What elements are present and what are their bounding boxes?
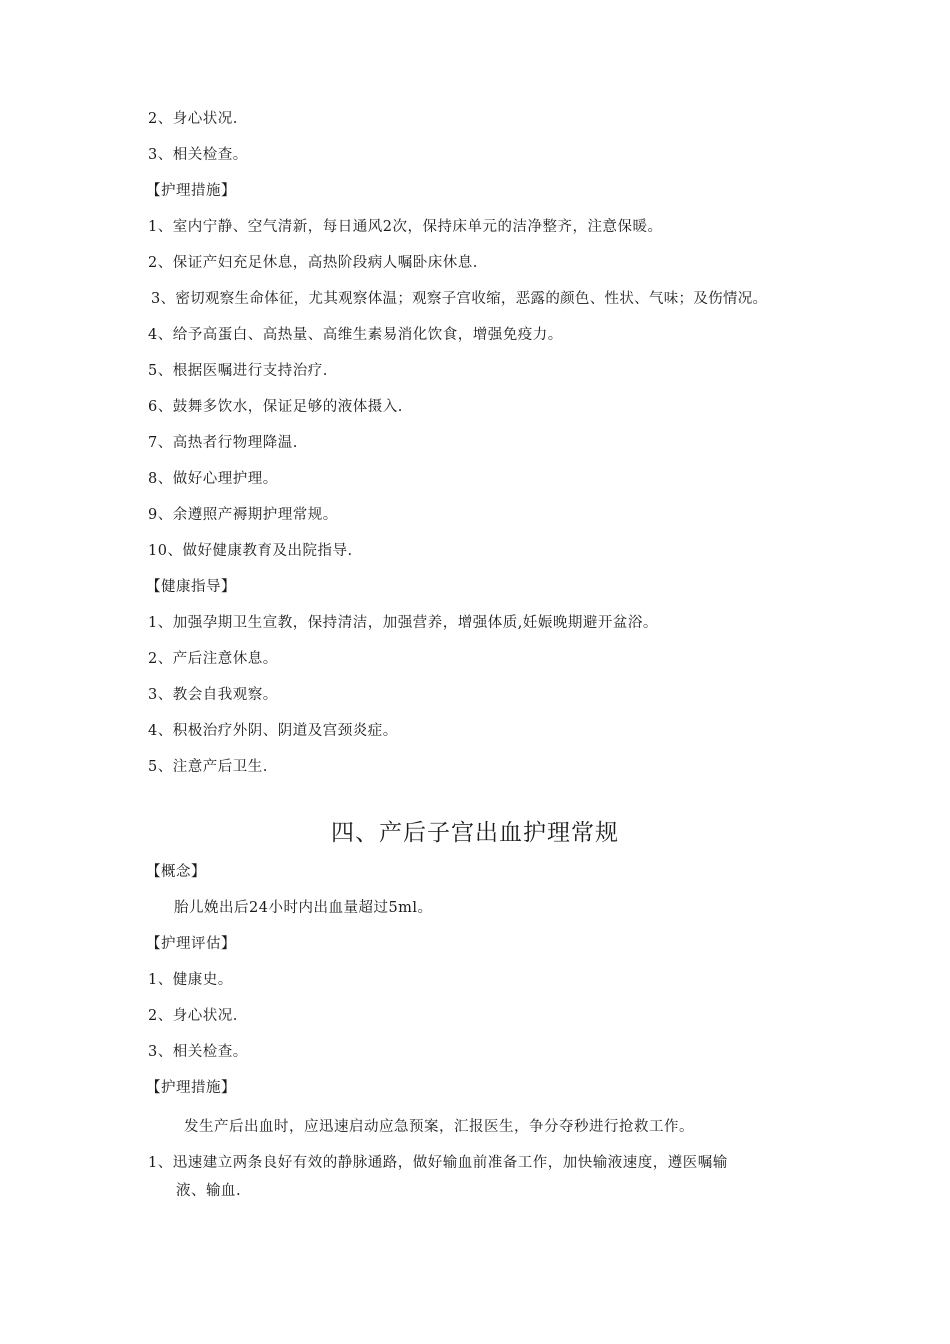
measure-item: 6、鼓舞多饮水，保证足够的液体摄入. — [148, 399, 403, 415]
section-heading-nursing-assessment: 【护理评估】 — [146, 936, 236, 952]
section-title: 四、产后子宫出血护理常规 — [331, 820, 619, 846]
section-heading-health-guidance: 【健康指导】 — [146, 579, 236, 595]
measures-intro: 发生产后出血时，应迅速启动应急预案，汇报医生，争分夺秒进行抢救工作。 — [184, 1119, 694, 1135]
measure-item: 9、余遵照产褥期护理常规。 — [148, 507, 338, 523]
section-heading-nursing-measures: 【护理措施】 — [146, 183, 236, 199]
measure-item: 4、给予高蛋白、高热量、高维生素易消化饮食，增强免疫力。 — [148, 327, 563, 343]
measure-item: 2、保证产妇充足休息，高热阶段病人嘱卧床休息. — [148, 255, 478, 271]
guidance-item: 4、积极治疗外阴、阴道及宫颈炎症。 — [148, 723, 398, 739]
assessment-item: 2、身心状况. — [148, 1008, 238, 1024]
guidance-item: 5、注意产后卫生. — [148, 759, 268, 775]
assessment-item: 1、健康史。 — [148, 972, 233, 988]
assessment-item: 3、相关检查。 — [148, 147, 248, 163]
measure-item: 10、做好健康教育及出院指导. — [148, 543, 353, 559]
guidance-item: 2、产后注意休息。 — [148, 651, 278, 667]
measure-item: 5、根据医嘱进行支持治疗. — [148, 363, 328, 379]
guidance-item: 3、教会自我观察。 — [148, 687, 278, 703]
measure-item: 7、高热者行物理降温. — [148, 435, 298, 451]
measure-item: 1、室内宁静、空气清新，每日通风2次，保持床单元的洁净整齐，注意保暖。 — [148, 219, 663, 235]
concept-text: 胎儿娩出后24小时内出血量超过5ml。 — [174, 900, 433, 916]
section-heading-concept: 【概念】 — [146, 864, 206, 880]
section-heading-nursing-measures: 【护理措施】 — [146, 1080, 236, 1096]
measure-item: 3、密切观察生命体征，尤其观察体温；观察子宫收缩，恶露的颜色、性状、气味；及伤情况。 — [151, 291, 768, 307]
guidance-item: 1、加强孕期卫生宣教，保持清洁，加强营养，增强体质,妊娠晚期避开盆浴。 — [148, 615, 658, 631]
measure-item: 8、做好心理护理。 — [148, 471, 278, 487]
assessment-item: 3、相关检查。 — [148, 1044, 248, 1060]
assessment-item: 2、身心状况. — [148, 111, 238, 127]
measure-item-line2: 液、输血. — [176, 1183, 242, 1199]
measure-item-line1: 1、迅速建立两条良好有效的静脉通路，做好输血前准备工作，加快输液速度，遵医嘱输 — [148, 1155, 728, 1171]
